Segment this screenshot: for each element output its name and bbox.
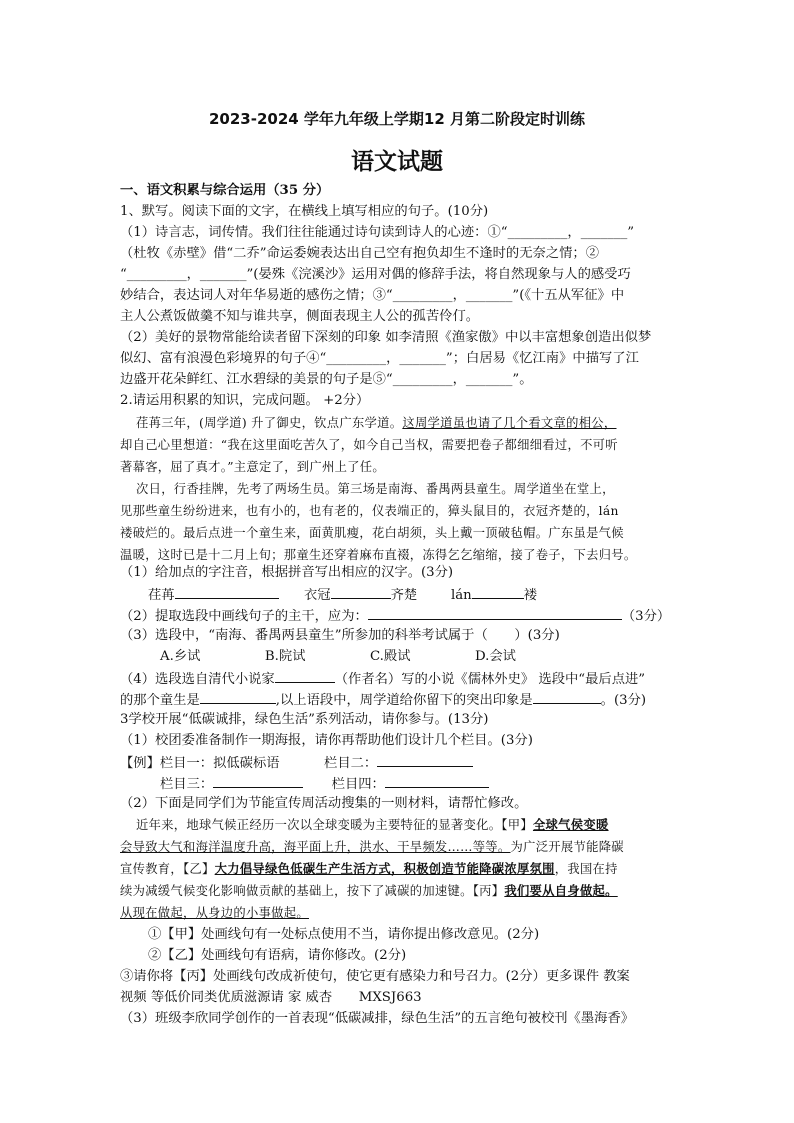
underlined-jia: 全球气侯变暖	[532, 817, 609, 832]
passage-line: 见那些童生纷纷进来，也有小的，也有老的，仪表端正的，獐头鼠目的，衣冠齐楚的，lán	[120, 504, 619, 518]
question-1-line: “_________，_______”(晏殊《浣溪沙》运用对偶的修辞手法，将自然现象与人的感受巧	[120, 267, 631, 282]
underlined-yi: 大力倡导绿色低碳生产生活方式，积极创造节能降碳浓厚氛围	[214, 861, 555, 876]
section-heading: 一、语文积累与综合运用（35 分）	[120, 183, 330, 198]
question-1-line: （2）美好的景物常能给读者留下深刻的印象 如李清照《渔家傲》中以丰富想象创造出似梦	[120, 330, 652, 345]
word-renran: 荏苒	[148, 588, 175, 603]
word-yiguan: 衣冠	[303, 588, 331, 603]
passage-line: 著幕客，屈了真才。”主意定了，到广州上了任。	[120, 460, 385, 474]
material-line: 近年来，地球气候正经历一次以全球变暖为主要特征的显著变化。【甲】全球气侯变暖	[136, 817, 609, 832]
question-3-part-1: （1）校团委准备制作一期海报，请你再帮助他们设计几个栏目。(3分)	[120, 733, 533, 748]
material-line: 续为减缓气候变化影响做贡献的基础上，按下了减碳的加速键。【丙】我们要从自身做起。	[120, 883, 618, 898]
material-line	[120, 903, 680, 923]
option-b[interactable]: B.院试	[264, 649, 306, 664]
passage-line: 温暖，这时已是十二月上旬；那童生还穿着麻布直裰，冻得乞乞缩缩，接了卷子，下去归号。	[120, 548, 637, 562]
answer-blank[interactable]	[385, 773, 489, 788]
answer-blank[interactable]	[213, 773, 303, 788]
passage-line: 荏苒三年，(周学道) 升了御史，钦点广东学道。这周学道虽也请了几个看文章的相公，	[136, 416, 617, 430]
sub-question-yi: ②【乙】处画线句有语病，请你修改。(2分)	[148, 948, 407, 963]
column-row-2	[160, 773, 680, 795]
word-lan: lán	[450, 588, 472, 603]
column-4-label: 栏目四：	[331, 777, 385, 792]
answer-blank[interactable]	[368, 605, 622, 620]
exam-subject-title: 语文试题	[351, 149, 443, 175]
passage-line: 次日，行香挂牌，先考了两场生员。第三场是南海、番禺两县童生。周学道坐在堂上，	[136, 482, 615, 496]
options-row	[160, 647, 680, 667]
sub-question-bing: ③请你将【丙】处画线句改成祈使句，使它更有感染力和号召力。(2分）更多课件 教案	[120, 969, 630, 984]
sub-question-4: （4）选段选自清代小说家 （作者名）写的小说《儒林外史》 选段中“最后点进”	[120, 668, 680, 690]
word-lou: 褛	[523, 588, 538, 603]
word-qichu: 齐楚	[390, 588, 418, 603]
sub-question-4-cont: 的那个童生是 ,以上语段中，周学道给你留下的突出印象是 。(3分)	[120, 689, 680, 711]
material-line: 宣传教育，【乙】大力倡导绿色低碳生产生活方式，积极创造节能降碳浓厚氛围，我国在持	[120, 861, 618, 876]
question-1-line: 主人公煮饭做羹不知与谁共享，侧面表现主人公的孤苦伶仃。	[120, 309, 480, 324]
answer-blank[interactable]	[377, 752, 473, 767]
option-c[interactable]: C.殿试	[369, 649, 411, 664]
answer-blank[interactable]	[331, 584, 391, 599]
column-row-1	[120, 752, 680, 774]
column-2-label: 栏目二：	[324, 756, 378, 771]
sub-question-2: （2）提取选段中画线句子的主干，应为： （3分）	[120, 605, 680, 627]
watermark-line: 视频 等低价同类优质滋源请 家 威杏 MXSJ663	[120, 990, 422, 1005]
exam-header-title: 2023-2024 学年九年级上学期12 月第二阶段定时训练	[208, 110, 586, 128]
question-1-line: 边盛开花朵鲜红、江水碧绿的美景的句子是⑤“_________，_______”。	[120, 372, 533, 387]
passage-line: 却自己心里想道：“我在这里面吃苦久了，如今自己当权，需要把卷子都细细看过，不可听	[120, 438, 618, 452]
question-1-line: 妙结合，表达词人对年华易逝的感伤之情；③“_________，_______”(《十五从军征》中	[120, 288, 625, 303]
answer-blank[interactable]	[275, 668, 335, 683]
question-3-part-2: （2）下面是同学们为节能宣传周活动搜集的一则材料，请帮忙修改。	[120, 796, 528, 811]
material-line: 会导致大气和海洋温度升高，海平面上升，洪水、干旱频发……等等。为广泛开展节能降碳	[120, 840, 624, 854]
sub-question-3: （3）选段中，“南海、番禺两县童生”所参加的科举考试属于（ ）(3分)	[120, 628, 560, 643]
sub-question-jia: ①【甲】处画线句有一处标点使用不当，请你提出修改意见。(2分)	[148, 927, 540, 942]
underlined-bing: 我们要从自身做起。	[504, 883, 618, 898]
question-1-stem: 1、默写。阅读下面的文字，在横线上填写相应的句子。(10分)	[120, 204, 489, 219]
underlined-bing-cont: 从现在做起，从身边的小事做起。	[120, 906, 309, 920]
answer-blank[interactable]	[175, 584, 279, 599]
sub-question-1: （1）给加点的字注音，根据拼音写出相应的汉字。(3分)	[120, 565, 454, 580]
fill-blank-row	[148, 584, 680, 606]
column-3-label: 栏目三：	[160, 777, 214, 792]
option-a[interactable]: A.乡试	[160, 649, 201, 664]
example-column: 【例】栏目一：拟低碳标语	[120, 756, 280, 771]
option-d[interactable]: D.会试	[474, 649, 516, 664]
passage-line: 褛破烂的。最后点进一个童生来，面黄肌瘦，花白胡须，头上戴一顶破毡帽。广东虽是气候	[120, 526, 624, 540]
underlined-sentence: 这周学道虽也请了几个看文章的相公，	[402, 416, 617, 430]
question-1-line: 似幻、富有浪漫色彩境界的句子④“_________，_______”；白居易《忆江南》中描写了江	[120, 351, 639, 366]
question-1-line: （杜牧《赤壁》借“二乔”命运委婉表达出自己空有抱负却生不逢时的无奈之情；②	[120, 246, 599, 261]
question-3-part-3: （3）班级李欣同学创作的一首表现“低碳减排，绿色生活”的五言绝句被校刊《墨海香》	[120, 1011, 635, 1026]
underlined-jia-cont: 会导致大气和海洋温度升高，海平面上升，洪水、干旱频发……等等。	[120, 840, 511, 854]
answer-blank[interactable]	[533, 689, 601, 704]
question-3-stem: 3学校开展“低碳诚排，绿色生活”系列活动，请你参与。(13分)	[120, 712, 489, 727]
question-1-line: （1）诗言志，词传情。我们往往能通过诗句读到诗人的心迹：①“_________，_______”	[120, 225, 635, 240]
answer-blank[interactable]	[200, 689, 276, 704]
answer-blank[interactable]	[472, 584, 524, 599]
question-2-stem: 2.请运用积累的知识，完成问题。 +2分）	[120, 393, 370, 408]
